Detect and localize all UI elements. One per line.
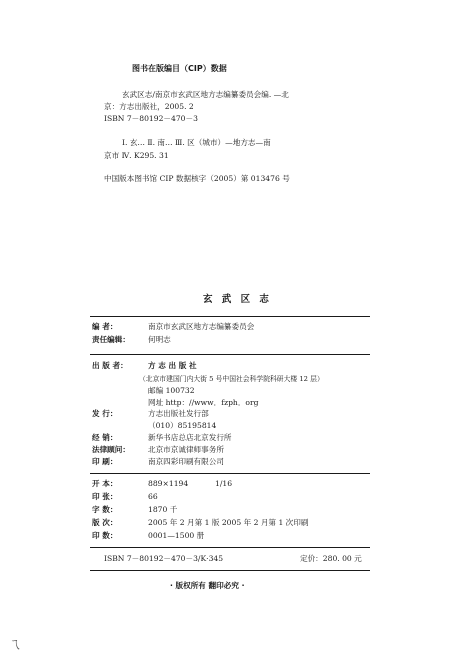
editor-value: 南京市玄武区地方志编纂委员会	[148, 322, 255, 331]
isbn-full: ISBN 7－80192－470－3/K·345	[104, 554, 224, 563]
format-extra: 1/16	[215, 479, 233, 488]
format-value: 889×1194	[148, 479, 189, 488]
print-run-label: 印 数：	[92, 531, 118, 540]
cip-isbn: ISBN 7－80192－470－3	[104, 114, 198, 123]
legal-counsel-label: 法律顾问：	[92, 445, 130, 454]
printer-value: 南京四彩印刷有限公司	[148, 457, 224, 466]
divider	[90, 547, 370, 548]
cip-line-2: 京：方志出版社，2005. 2	[104, 102, 194, 111]
sheets-label: 印 张：	[92, 492, 118, 501]
edition-label: 版 次：	[92, 518, 118, 527]
print-run-value: 0001—1500 册	[148, 531, 205, 540]
responsible-editor-value: 何明志	[148, 335, 171, 344]
word-count-label: 字 数：	[92, 505, 118, 514]
book-title: 玄 武 区 志	[203, 294, 272, 305]
editor-label: 编 者：	[92, 322, 118, 331]
publisher-website: 网址 http：//www．fzph．org	[148, 398, 259, 407]
format-label: 开 本：	[92, 479, 118, 488]
cip-class-line-1: Ⅰ. 玄… Ⅱ. 南… Ⅲ. 区（城市）—地方志—南	[122, 138, 271, 147]
divider	[90, 473, 370, 474]
price: 定价：280. 00 元	[300, 554, 362, 563]
divider	[90, 570, 370, 571]
cip-class-line-2: 京市 Ⅳ. K295. 31	[104, 151, 169, 160]
divider	[90, 316, 370, 317]
seller-value: 新华书店总店北京发行所	[148, 433, 232, 442]
distributor-label: 发 行：	[92, 409, 118, 418]
cip-line-1: 玄武区志/南京市玄武区地方志编纂委员会编. —北	[122, 90, 289, 99]
distributor-phone: （010）85195814	[148, 421, 217, 430]
publisher-label: 出 版 者：	[92, 361, 128, 370]
responsible-editor-label: 责任编辑：	[92, 335, 130, 344]
publisher-name: 方 志 出 版 社	[148, 361, 197, 370]
edition-value: 2005 年 2 月第 1 版 2005 年 2 月第 1 次印刷	[148, 518, 309, 527]
cip-header: 图书在版编目（CIP）数据	[132, 64, 227, 73]
word-count-value: 1870 千	[148, 505, 178, 514]
seller-label: 经 销：	[92, 433, 118, 442]
sheets-value: 66	[148, 492, 158, 501]
copyright-notice: · 版权所有 翻印必究 ·	[170, 581, 245, 590]
handwritten-mark: ㄟ	[8, 637, 22, 653]
publisher-postcode: 邮编 100732	[148, 386, 195, 395]
legal-counsel-value: 北京市京诚律师事务所	[148, 445, 224, 454]
printer-label: 印 刷：	[92, 457, 118, 466]
cip-record: 中国版本图书馆 CIP 数据核字（2005）第 013476 号	[104, 174, 290, 183]
distributor-value: 方志出版社发行部	[148, 409, 209, 418]
publisher-address: （北京市建国门内大街 5 号中国社会科学院科研大楼 12 层）	[139, 375, 324, 383]
divider	[90, 354, 370, 355]
